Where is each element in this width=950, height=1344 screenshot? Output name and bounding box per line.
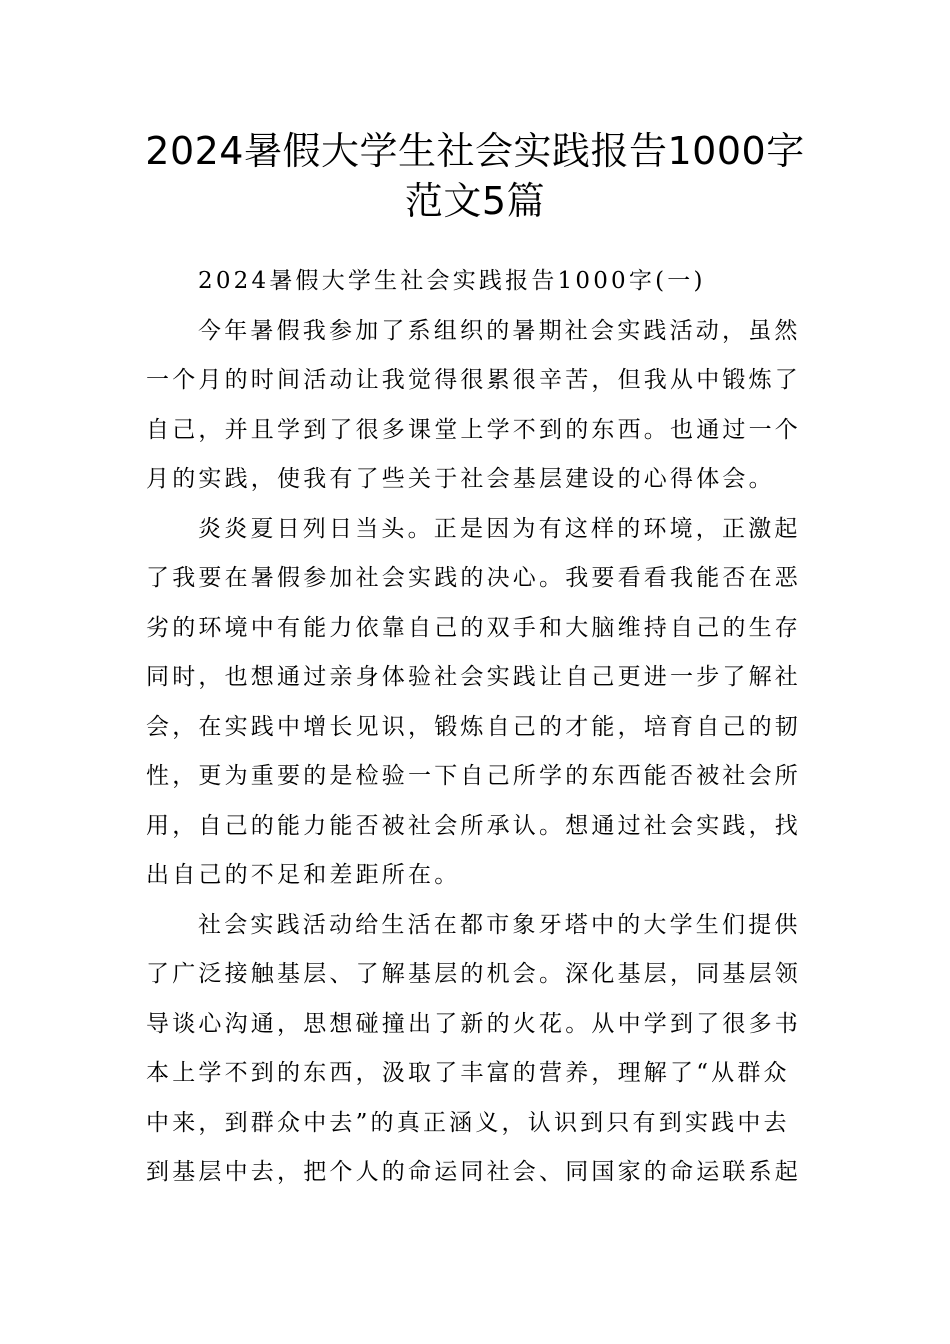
paragraph-line: 导谈心沟通，思想碰撞出了新的火花。从中学到了很多书 bbox=[146, 1010, 801, 1037]
paragraph-line: 同时，也想通过亲身体验社会实践让自己更进一步了解社 bbox=[146, 664, 801, 690]
document-title-line-2: 范文5篇 bbox=[404, 179, 546, 223]
paragraph-line: 用，自己的能力能否被社会所承认。想通过社会实践，找 bbox=[146, 812, 801, 839]
paragraph-line: 一个月的时间活动让我觉得很累很辛苦，但我从中锻炼了 bbox=[146, 367, 801, 393]
paragraph-line: 到基层中去，把个人的命运同社会、同国家的命运联系起 bbox=[146, 1159, 801, 1185]
paragraph-line: 月的实践，使我有了些关于社会基层建设的心得体会。 bbox=[146, 466, 775, 492]
document-title-line-1: 2024暑假大学生社会实践报告1000字 bbox=[145, 129, 805, 173]
paragraph-line: 自己，并且学到了很多课堂上学不到的东西。也通过一个 bbox=[146, 416, 801, 443]
paragraph-line: 了我要在暑假参加社会实践的决心。我要看看我能否在恶 bbox=[146, 565, 801, 591]
paragraph-line: 了广泛接触基层、了解基层的机会。深化基层，同基层领 bbox=[146, 961, 801, 987]
paragraph-line: 会，在实践中增长见识，锻炼自己的才能，培育自己的韧 bbox=[146, 713, 801, 740]
paragraph-line: 性，更为重要的是检验一下自己所学的东西能否被社会所 bbox=[146, 763, 801, 789]
paragraph-line: 中来，到群众中去”的真正涵义，认识到只有到实践中去 bbox=[146, 1109, 790, 1136]
paragraph-line: 本上学不到的东西，汲取了丰富的营养，理解了“从群众 bbox=[146, 1060, 790, 1086]
paragraph-line: 今年暑假我参加了系组织的暑期社会实践活动，虽然 bbox=[198, 317, 801, 344]
section-heading: 2024暑假大学生社会实践报告1000字(一) bbox=[198, 268, 706, 294]
document-body bbox=[146, 257, 826, 1198]
paragraph-line: 出自己的不足和差距所在。 bbox=[146, 862, 461, 888]
paragraph-line: 炎炎夏日列日当头。正是因为有这样的环境，正激起 bbox=[198, 515, 801, 542]
paragraph-line: 社会实践活动给生活在都市象牙塔中的大学生们提供 bbox=[198, 911, 801, 938]
paragraph-line: 劣的环境中有能力依靠自己的双手和大脑维持自己的生存 bbox=[146, 614, 801, 641]
